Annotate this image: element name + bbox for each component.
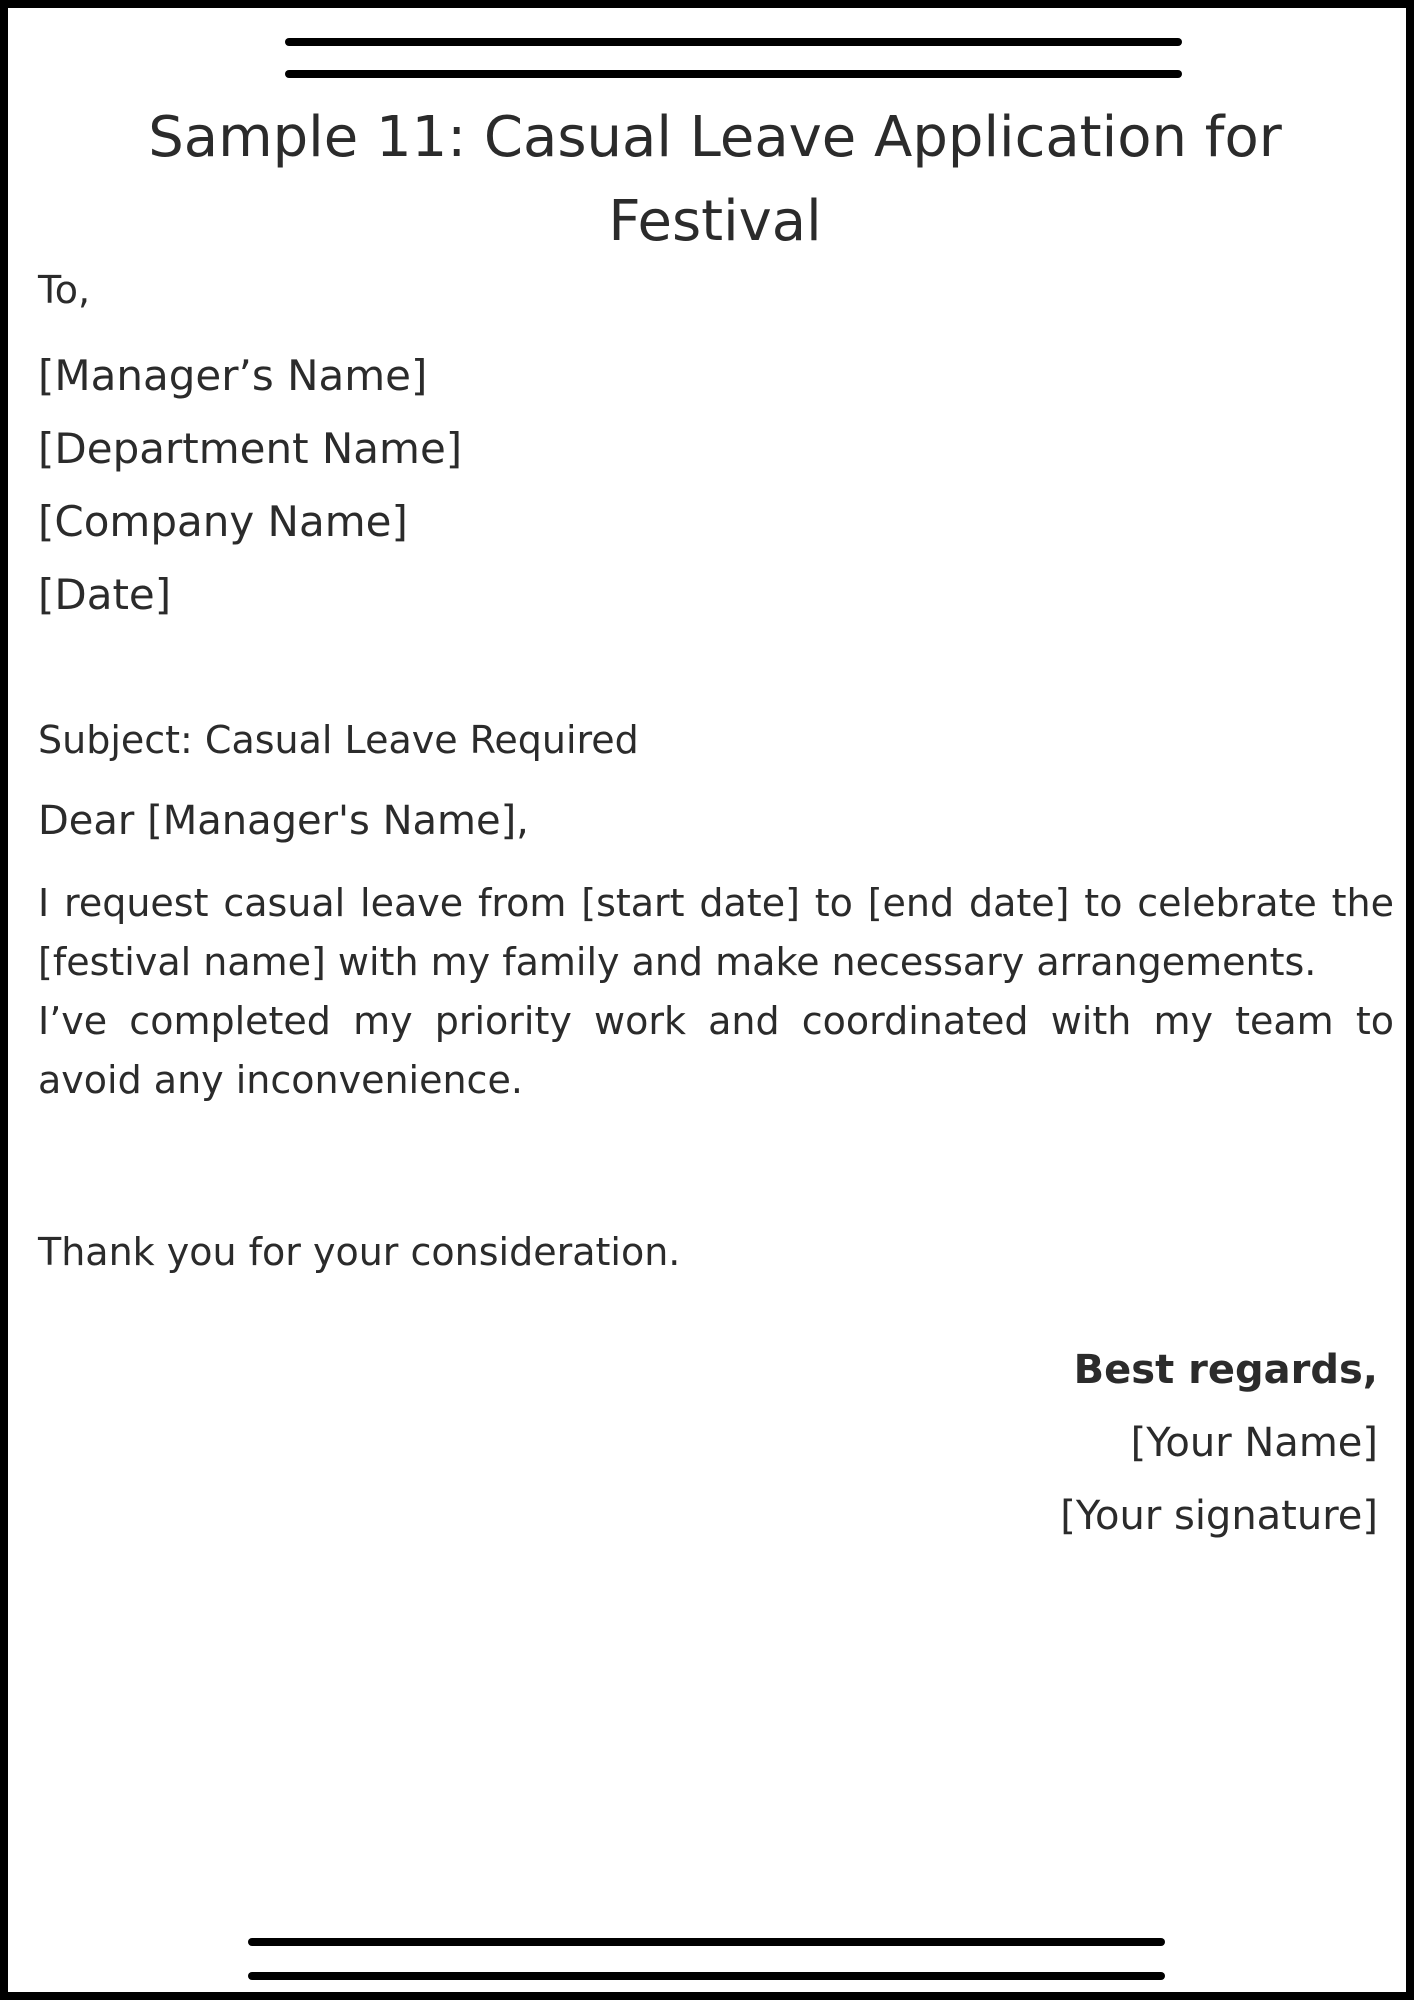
recipient-company-name: [Company Name] <box>38 497 408 546</box>
closing-regards: Best regards, <box>1073 1347 1378 1393</box>
bottom-rule-lower <box>248 1972 1165 1980</box>
closing-signature: [Your signature] <box>1060 1493 1378 1539</box>
document-title: Sample 11: Casual Leave Application for Festival <box>148 105 1282 254</box>
subject-line: Subject: Casual Leave Required <box>38 718 639 762</box>
recipient-manager-name: [Manager’s Name] <box>38 351 428 400</box>
recipient-department-name: [Department Name] <box>38 424 463 473</box>
body-paragraph-request: I request casual leave from [start date] to [end date] to celebrate the [festival name] with my family and make necessary arrangements. <box>38 881 1394 984</box>
body-paragraph-work: I’ve completed my priority work and coordinated with my team to avoid any inconvenience. <box>38 999 1394 1102</box>
salutation: Dear [Manager's Name], <box>38 798 529 844</box>
top-rule-lower <box>285 70 1182 78</box>
recipient-date: [Date] <box>38 570 172 619</box>
thanks-line: Thank you for your consideration. <box>38 1230 681 1274</box>
letter-body <box>38 874 1394 1110</box>
recipient-to: To, <box>38 268 91 312</box>
top-rule-upper <box>285 38 1182 46</box>
bottom-rule-upper <box>248 1938 1165 1946</box>
closing-name: [Your Name] <box>1130 1420 1378 1466</box>
